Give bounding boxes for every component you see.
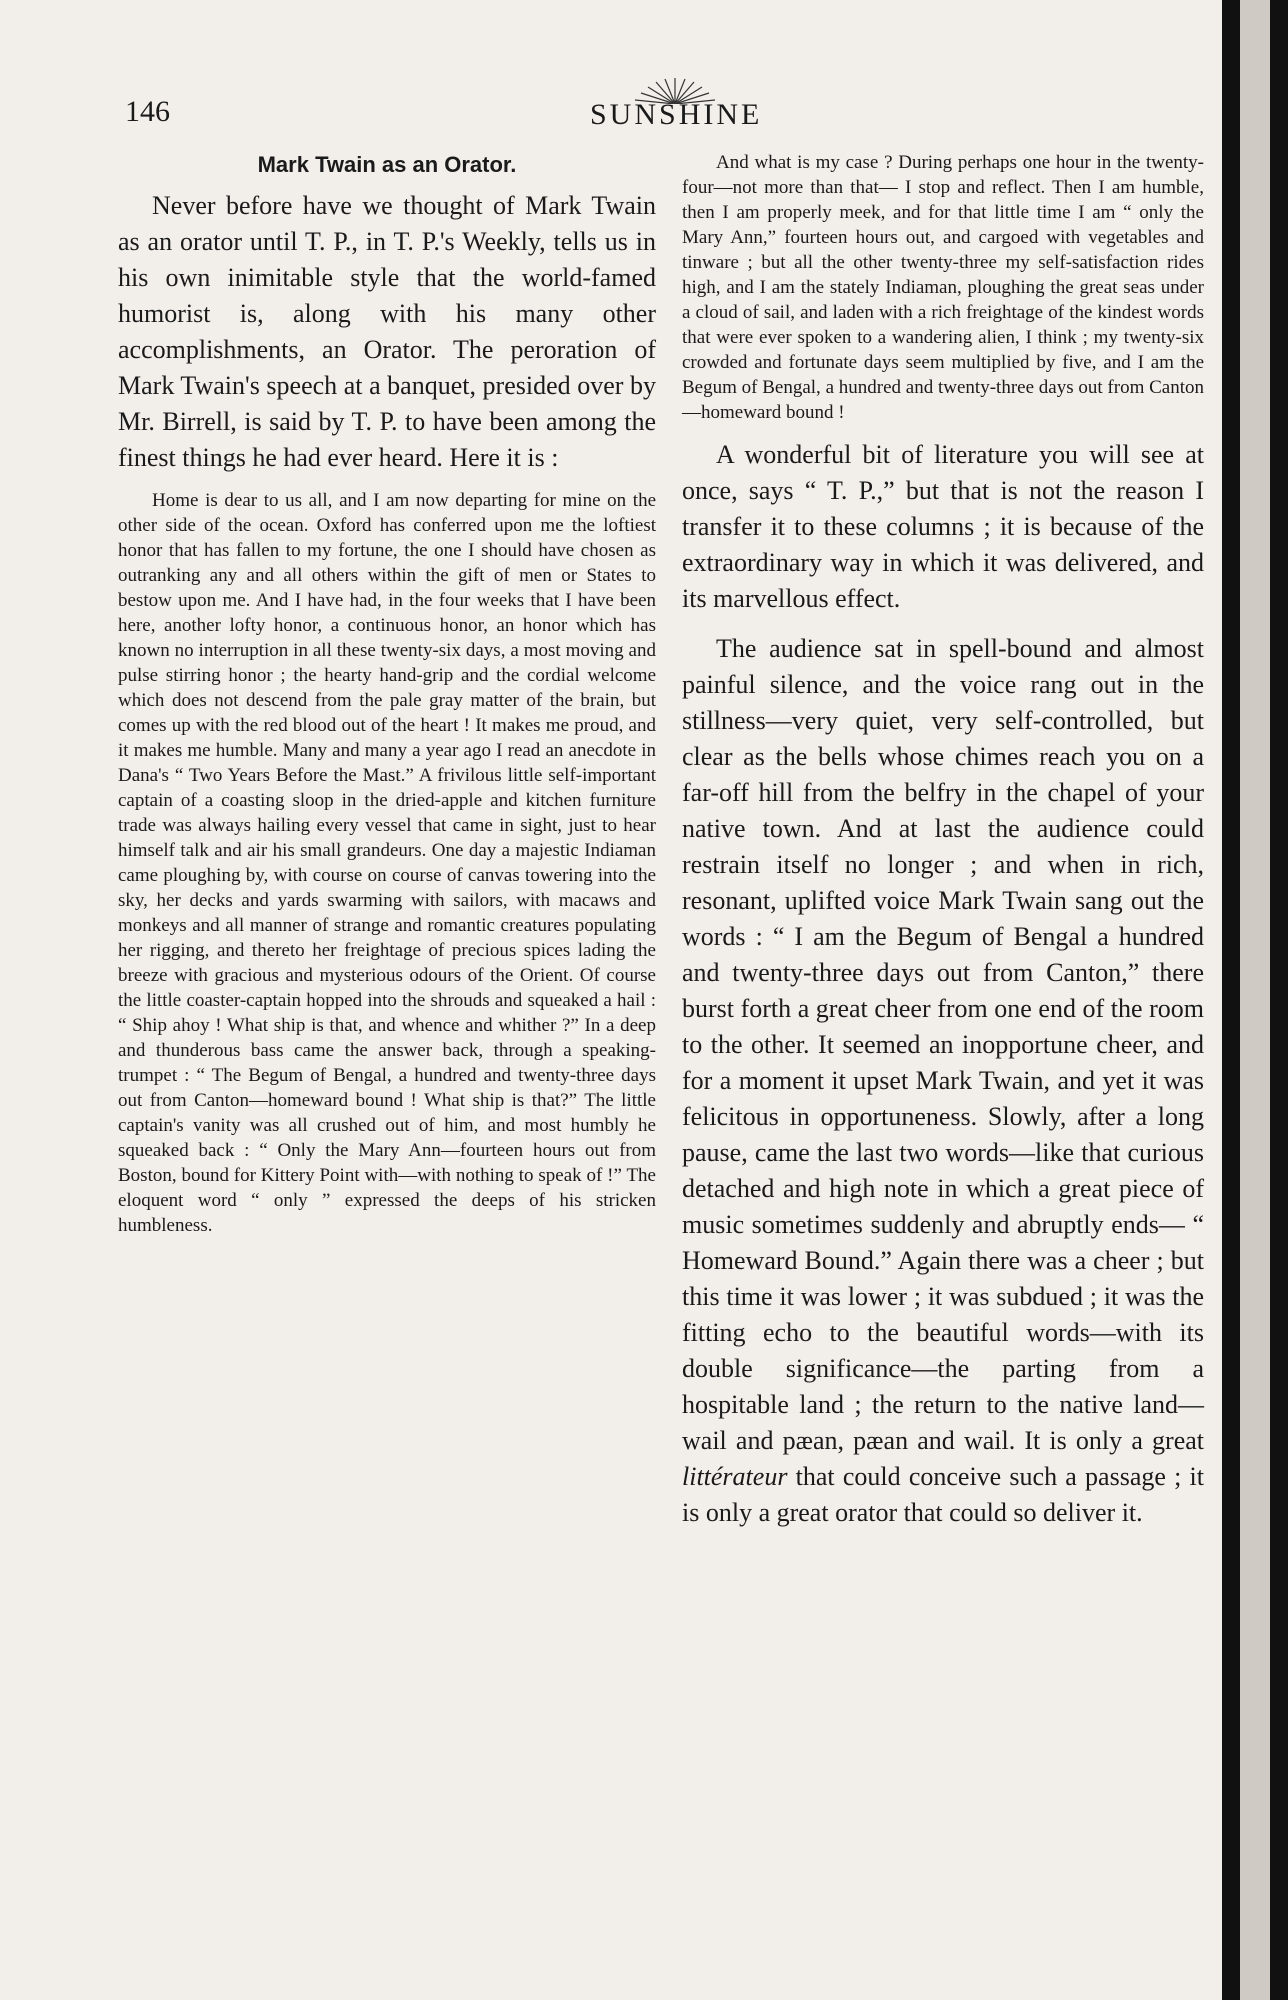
masthead-title: SUNSHINE (590, 98, 763, 131)
article-title: Mark Twain as an Orator. (257, 152, 517, 177)
left-column (118, 150, 656, 1238)
commentary-text-after: that could conceive such a passage ; it is only a great orator that could so deliver it. (682, 1462, 1204, 1527)
right-column (682, 150, 1204, 1531)
commentary-text-before: The audience sat in spell-bound and almost painful silence, and the voice rang out in the stillness—very quiet, very self-controlled, but clear as the bells whose chimes reach you on a far-off hill from the belfry in the chapel of your native town. And at last the audience could restrain itself no longer ; and when in rich, resonant, uplifted voice Mark Twain sang out the words : “ I am the Begum of Bengal a hundred and twenty-three days out from Canton,” there burst forth a great cheer from one end of the room to the other. It seemed an inopportune cheer, and for a moment it upset Mark Twain, and yet it was felicitous in opportuneness. Slowly, after a long pause, came the last two words—like that curious detached and high note in which a great piece of music sometimes suddenly and abruptly ends— “ Homeward Bound.” Again there was a cheer ; but this time it was lower ; it was subdued ; it was the fitting echo to the beautiful words—with its double significance—the parting from a hospitable land ; the return to the native land—wail and pæan, pæan and wail. It is only a great (682, 634, 1204, 1455)
page-number: 146 (125, 95, 170, 128)
commentary-paragraph-2 (682, 631, 1204, 1531)
masthead (590, 76, 763, 132)
commentary-paragraph-1: A wonderful bit of literature you will see at once, says “ T. P.,” but that is not the reason I transfer it to these columns ; it is because of the extraordinary way in which it was delivered, and its marvellous effect. (682, 440, 1204, 613)
adjacent-page-edge (1240, 0, 1270, 2000)
intro-paragraph: Never before have we thought of Mark Twain as an orator until T. P., in T. P.'s Weekly, tells us in his own inimitable style that the world-famed humorist is, along with his many other accomplishments, an Orator. The peroration of Mark Twain's speech at a banquet, presided over by Mr. Birrell, is said by T. P. to have been among the finest things he had ever heard. Here it is : (118, 191, 656, 472)
speech-quote-part-1: Home is dear to us all, and I am now departing for mine on the other side of the ocean. Oxford has conferred upon me the loftiest honor that has fallen to my fortune, the one I should have chosen as outranking any and all others within the gift of men or States to bestow upon me. And I have had, in the four weeks that I have been here, another lofty honor, a continuous honor, an honor which has known no interruption in all these twenty-six days, a most moving and pulse stirring honor ; the hearty hand-grip and the cordial welcome which does not descend from the pale gray matter of the brain, but comes up with the red blood out of the heart ! It makes me proud, and it makes me humble. Many and many a year ago I read an anecdote in Dana's “ Two Years Before the Mast.” A frivilous little self-important captain of a coasting sloop in the dried-apple and kitchen furniture trade was always hailing every vessel that came in sight, just to hear himself talk and air his small grandeurs. One day a majestic Indiaman came ploughing by, with course on course of canvas towering into the sky, her decks and yards swarming with sailors, with macaws and monkeys and all manner of strange and romantic creatures populating her rigging, and thereto her freightage of precious spices lading the breeze with gracious and mysterious odours of the Orient. Of course the little coaster-captain hopped into the shrouds and squeaked a hail : “ Ship ahoy ! What ship is that, and whence and whither ?” In a deep and thunderous bass came the answer back, through a speaking-trumpet : “ The Begum of Bengal, a hundred and twenty-three days out from Canton—homeward bound ! What ship is that?” The little captain's vanity was all crushed out of him, and most humbly he squeaked back : “ Only the Mary Ann—fourteen hours out from Boston, bound for Kittery Point with—with nothing to speak of !” The eloquent word “ only ” expressed the deeps of his stricken humbleness. (118, 490, 656, 1236)
speech-quote-part-2: And what is my case ? During perhaps one hour in the twenty-four—not more than that— I stop and reflect. Then I am humble, then I am properly meek, and for that little time I am “ only the Mary Ann,” fourteen hours out, and cargoed with vegetables and tinware ; but all the other twenty-three my self-satisfaction rides high, and I am the stately Indiaman, ploughing the great seas under a cloud of sail, and laden with a rich freightage of the kindest words that were ever spoken to a wandering alien, I think ; my twenty-six crowded and fortunate days seem multiplied by five, and I am the Begum of Bengal, a hundred and twenty-three days out from Canton—homeward bound ! (682, 152, 1204, 423)
litterateur-italic: littérateur (682, 1462, 788, 1491)
